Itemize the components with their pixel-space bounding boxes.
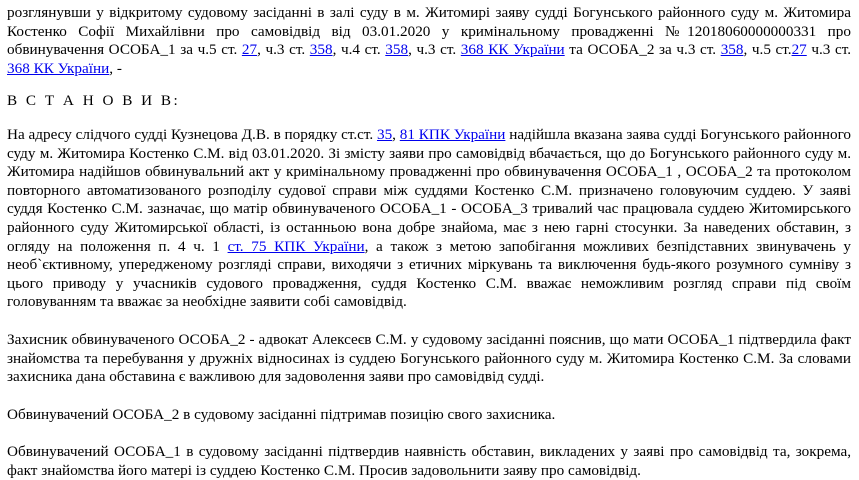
text-segment: , ч.4 ст. <box>332 41 386 59</box>
defender-paragraph: Захисник обвинуваченого ОСОБА_2 - адвокат Алексеєв С.М. у судовому засіданні пояснив, що мати ОСОБА_1 підтвердила факт знайомства та перебування у дружніх відносинах із суддею Богунського районного суду м. Житомира Костенко С.М. За словами захисника дана обставина є важливою для задоволення заяви про самовідвід судді. <box>7 330 851 386</box>
text-segment: та ОСОБА_2 за ч.3 ст. <box>564 41 721 59</box>
text-segment: , а також з метою запобігання можливих безпідставних звинувачень у необ`єктивному, упередженому розгляді справи, виходячи з етичних міркувань та виключення будь-якого розумного сумніву з цього приводу у учасників судового провадження, суддя Костенко С.М. вважає неможливим розгляд справи під своїм головуванням та вважає за необхідне заявити собі самовідвід. <box>7 237 851 311</box>
law-link-art-368-kk[interactable]: 368 КК України <box>460 41 565 59</box>
text-segment: надійшла вказана заява судді Богунського районного суду м. Житомира Костенко С.М. від 03.01.2020. Зі змісту заяви про самовідвід вбачається, що до Богунського районного суду м. Житомира надійшов обвинувальний акт у кримінальному провадженні про обвинувачення ОСОБА_1 , ОСОБА_2 та протоколом повторного автоматизованого розподілу судової справи між суддями Костенко С.М. призначено головуючим суддею. У заяві суддя Костенко С.М. зазначає, що матір обвинуваченого ОСОБА_1 - ОСОБА_3 тривалий час працювала суддею Житомирського районного суду Житомирської області, із останньою вона добре знайома, має з нею гарні стосунки. За наведених обставин, з огляду на положення п. 4 ч. 1 <box>7 125 852 255</box>
text-segment: ч.3 ст. <box>806 41 852 59</box>
law-link-art-75-kpk[interactable]: ст. 75 КПК України <box>227 237 365 255</box>
document-page <box>0 4 859 479</box>
law-link-art-27[interactable]: 27 <box>791 41 807 59</box>
text-segment: , ч.3 ст. <box>257 41 310 59</box>
text-segment: На адресу слідчого судді Кузнецова Д.В. в порядку ст.ст. <box>7 125 377 143</box>
law-link-art-358[interactable]: 358 <box>385 41 409 59</box>
text-segment: , - <box>109 59 122 77</box>
law-link-art-81-kpk[interactable]: 81 КПК України <box>399 125 506 143</box>
intro-paragraph <box>7 4 851 78</box>
statement-paragraph <box>7 126 851 312</box>
law-link-art-368-kk[interactable]: 368 КК України <box>7 59 110 77</box>
law-link-art-27[interactable]: 27 <box>241 41 258 59</box>
text-segment: розглянувши у відкритому судовому засіданні в залі суду в м. Житомирі заяву судді Богунського районного суду м. Житомира Костенко Софії Михайлівни про самовідвід від 03.01.2020 у кримінальному провадженні №12018060000000331 про обвинувачення ОСОБА_1 за ч.5 ст. <box>7 4 851 59</box>
accused1-paragraph: Обвинувачений ОСОБА_1 в судовому засіданні підтвердив наявність обставин, викладених у заяві про самовідвід та, зокрема, факт знайомства його матері із суддею Костенко С.М. Просив задовольнити заяву про самовідвід. <box>7 443 851 479</box>
text-segment: , ч.3 ст. <box>408 41 461 59</box>
law-link-art-35[interactable]: 35 <box>376 125 393 143</box>
law-link-art-358[interactable]: 358 <box>309 41 333 59</box>
text-segment: , ч.5 ст. <box>743 41 792 59</box>
law-link-art-358[interactable]: 358 <box>720 41 744 59</box>
accused2-paragraph: Обвинувачений ОСОБА_2 в судовому засіданні підтримав позицію свого захисника. <box>7 405 556 423</box>
text-segment: , <box>392 125 400 143</box>
section-heading: В С Т А Н О В И В: <box>7 92 181 110</box>
